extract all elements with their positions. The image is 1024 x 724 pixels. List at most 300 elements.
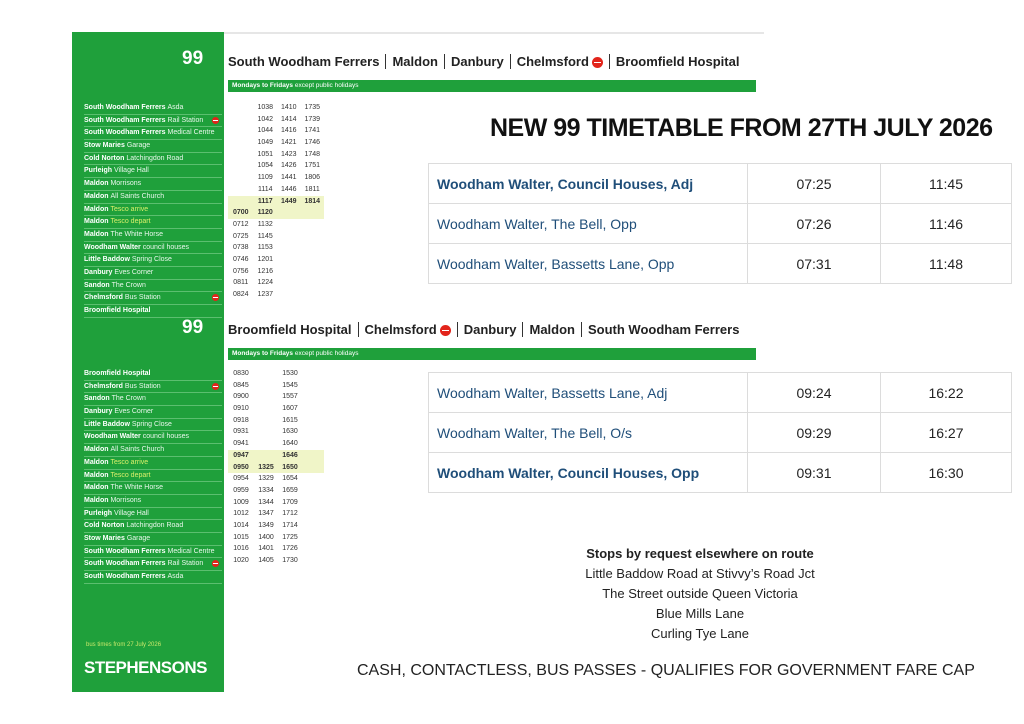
time-cell: 09:24 bbox=[748, 373, 881, 413]
time-cell bbox=[301, 266, 325, 278]
time-cell bbox=[301, 277, 325, 289]
time-cell: 1344 bbox=[258, 498, 274, 506]
days-bold: Mondays to Fridays bbox=[232, 350, 294, 357]
time-cell: 07:31 bbox=[748, 244, 881, 284]
time-cell bbox=[277, 277, 301, 289]
time-cell: 1145 bbox=[257, 232, 273, 240]
time-row bbox=[228, 160, 324, 172]
stop-place: Asda bbox=[167, 573, 184, 580]
time-cell: 1659 bbox=[282, 486, 298, 494]
stop-row bbox=[84, 165, 222, 178]
stop-row bbox=[84, 292, 222, 305]
time-cell: 1607 bbox=[282, 405, 298, 413]
stop-place: Tesco depart bbox=[110, 218, 151, 226]
stop-name-cell: Woodham Walter, The Bell, O/s bbox=[429, 413, 748, 453]
top-rule bbox=[224, 32, 764, 34]
time-cell: 1615 bbox=[282, 416, 298, 424]
time-cell: 1216 bbox=[257, 267, 274, 275]
time-cell: 1751 bbox=[304, 162, 321, 170]
time-cell: 1153 bbox=[257, 244, 273, 252]
stop-row bbox=[84, 571, 222, 584]
header-stop: Danbury bbox=[444, 54, 510, 69]
time-cell: 1014 bbox=[233, 521, 249, 529]
stop-town: South Woodham Ferrers bbox=[84, 104, 166, 111]
time-row bbox=[228, 277, 324, 289]
time-cell: 1117 bbox=[257, 197, 273, 205]
time-cell bbox=[254, 426, 278, 438]
table-row bbox=[429, 164, 1012, 204]
time-cell bbox=[301, 242, 325, 254]
time-cell: 1020 bbox=[233, 557, 249, 564]
time-cell bbox=[301, 231, 325, 243]
stop-town: Stow Maries bbox=[84, 534, 125, 542]
time-cell: 1237 bbox=[257, 291, 274, 298]
time-row bbox=[228, 497, 324, 509]
time-cell: 0700 bbox=[232, 209, 249, 217]
header-stop: South Woodham Ferrers bbox=[228, 54, 380, 69]
time-cell: 1109 bbox=[257, 174, 273, 182]
time-cell: 16:22 bbox=[881, 373, 1012, 413]
time-cell: 1446 bbox=[280, 185, 297, 193]
time-cell: 1811 bbox=[304, 185, 320, 193]
table-row bbox=[429, 373, 1012, 413]
time-row bbox=[228, 196, 324, 208]
time-row bbox=[228, 555, 324, 567]
header-stop: Danbury bbox=[457, 322, 523, 337]
time-cell: 1132 bbox=[257, 220, 273, 228]
time-cell bbox=[228, 149, 253, 161]
header-stop: South Woodham Ferrers bbox=[581, 322, 745, 337]
time-cell: 11:48 bbox=[881, 244, 1012, 284]
stop-town: Chelmsford bbox=[84, 294, 123, 302]
stop-row bbox=[84, 558, 222, 571]
stop-town: Broomfield Hospital bbox=[84, 307, 151, 314]
time-cell: 1401 bbox=[258, 545, 274, 553]
route-number-back: 99 bbox=[182, 317, 204, 338]
stop-row bbox=[84, 191, 222, 204]
time-row bbox=[228, 207, 324, 219]
table-row bbox=[429, 453, 1012, 493]
header-stop: Broomfield Hospital bbox=[609, 54, 746, 69]
time-cell: 1416 bbox=[280, 127, 297, 135]
time-cell: 0950 bbox=[233, 463, 249, 471]
stop-row bbox=[84, 444, 222, 457]
stop-place: Morrisons bbox=[110, 496, 142, 504]
header-stop-label: Chelmsford bbox=[364, 322, 437, 337]
time-row bbox=[228, 532, 324, 544]
stop-row bbox=[84, 368, 222, 381]
time-cell: 0910 bbox=[233, 405, 249, 413]
stop-row bbox=[84, 470, 222, 483]
time-cell: 1725 bbox=[282, 533, 298, 541]
time-cell: 16:30 bbox=[881, 453, 1012, 493]
stop-row bbox=[84, 482, 222, 495]
time-row bbox=[228, 149, 324, 161]
table-row bbox=[429, 204, 1012, 244]
time-cell: 1712 bbox=[282, 510, 298, 518]
stop-town: Maldon bbox=[84, 471, 109, 479]
time-cell: 0845 bbox=[233, 381, 249, 389]
request-stops bbox=[540, 544, 860, 644]
request-heading: Stops by request elsewhere on route bbox=[586, 546, 814, 561]
stop-place: Latchingdon Road bbox=[126, 154, 184, 162]
time-row bbox=[228, 508, 324, 520]
stop-row bbox=[84, 127, 222, 140]
time-row bbox=[228, 391, 324, 403]
stop-row bbox=[84, 546, 222, 559]
time-cell bbox=[228, 196, 253, 208]
time-cell: 1646 bbox=[282, 451, 298, 459]
route-number-out: 99 bbox=[182, 48, 204, 69]
stop-place: Eves Corner bbox=[114, 268, 154, 276]
days-rest: except public holidays bbox=[293, 82, 359, 89]
time-cell bbox=[301, 207, 325, 219]
time-cell: 07:26 bbox=[748, 204, 881, 244]
stop-town: Cold Norton bbox=[84, 522, 125, 530]
time-row bbox=[228, 254, 324, 266]
request-stop: Little Baddow Road at Stivvy’s Road Jct bbox=[585, 566, 815, 581]
time-cell: 0738 bbox=[232, 244, 249, 252]
time-cell: 1038 bbox=[257, 104, 274, 111]
time-cell: 1441 bbox=[280, 174, 297, 182]
time-cell bbox=[228, 172, 253, 184]
time-cell bbox=[301, 254, 325, 266]
stop-place: All Saints Church bbox=[110, 192, 165, 200]
stop-place: Tesco depart bbox=[110, 471, 151, 479]
stop-town: Maldon bbox=[84, 230, 109, 238]
time-cell bbox=[228, 184, 253, 196]
header-stop-chelmsford bbox=[358, 322, 457, 337]
fare-footer: CASH, CONTACTLESS, BUS PASSES - QUALIFIES FOR GOVERNMENT FARE CAP bbox=[357, 662, 975, 679]
stop-town: Danbury bbox=[84, 268, 113, 276]
header-stop-chelmsford bbox=[510, 54, 609, 69]
time-cell: 0954 bbox=[233, 475, 249, 483]
header-stop: Broomfield Hospital bbox=[228, 322, 352, 337]
stop-place: Tesco arrive bbox=[110, 458, 149, 466]
stop-place: The White Horse bbox=[110, 484, 163, 492]
time-cell: 1650 bbox=[282, 463, 298, 471]
time-cell: 0918 bbox=[233, 416, 249, 424]
time-cell: 1009 bbox=[233, 498, 249, 506]
rail-icon bbox=[212, 117, 219, 124]
stop-town: Maldon bbox=[84, 446, 109, 454]
time-cell bbox=[277, 207, 301, 219]
stephensons-logo: STEPHENSONS bbox=[84, 658, 207, 677]
header-stop: Maldon bbox=[385, 54, 444, 69]
stop-row bbox=[84, 216, 222, 229]
stop-place: Spring Close bbox=[131, 256, 172, 264]
days-banner-out bbox=[228, 80, 756, 92]
time-cell: 0947 bbox=[233, 451, 249, 459]
time-cell: 16:27 bbox=[881, 413, 1012, 453]
time-cell: 1709 bbox=[282, 498, 298, 506]
time-row bbox=[228, 368, 324, 380]
time-cell bbox=[228, 137, 253, 149]
time-cell: 0746 bbox=[232, 255, 249, 263]
stop-row bbox=[84, 115, 222, 128]
time-row bbox=[228, 403, 324, 415]
stop-row bbox=[84, 381, 222, 394]
stop-place: Bus Station bbox=[124, 294, 161, 302]
time-cell: 1329 bbox=[258, 475, 274, 483]
time-row bbox=[228, 289, 324, 301]
stop-town: Maldon bbox=[84, 484, 109, 492]
rail-icon bbox=[212, 294, 219, 301]
stop-place: Garage bbox=[126, 142, 151, 150]
time-cell: 0941 bbox=[233, 440, 249, 448]
time-cell: 1640 bbox=[282, 440, 298, 448]
time-row bbox=[228, 114, 324, 126]
time-cell: 1449 bbox=[280, 197, 297, 205]
stop-place: council houses bbox=[142, 433, 190, 441]
time-cell bbox=[254, 450, 278, 462]
stop-town: Sandon bbox=[84, 395, 110, 403]
stop-row bbox=[84, 406, 222, 419]
stop-place: Spring Close bbox=[131, 420, 172, 428]
time-cell bbox=[228, 102, 253, 114]
time-cell bbox=[254, 438, 278, 450]
time-cell bbox=[228, 160, 253, 172]
route-header-back bbox=[228, 322, 745, 337]
time-cell bbox=[277, 231, 301, 243]
time-row bbox=[228, 520, 324, 532]
time-cell: 1814 bbox=[304, 197, 321, 205]
time-cell: 1748 bbox=[304, 150, 321, 158]
days-rest: except public holidays bbox=[293, 350, 359, 357]
stop-place: Bus Station bbox=[124, 382, 161, 390]
stop-town: Maldon bbox=[84, 205, 109, 213]
stop-place: Asda bbox=[167, 104, 184, 111]
stop-place: council houses bbox=[142, 243, 190, 251]
time-cell: 11:46 bbox=[881, 204, 1012, 244]
time-cell: 1741 bbox=[304, 127, 321, 135]
time-cell: 0824 bbox=[232, 291, 249, 298]
time-cell: 1426 bbox=[280, 162, 297, 170]
valid-from-note: bus times from 27 July 2026 bbox=[86, 642, 162, 648]
stop-row bbox=[84, 267, 222, 280]
rail-icon bbox=[212, 383, 219, 390]
stop-town: South Woodham Ferrers bbox=[84, 129, 166, 137]
time-cell: 1325 bbox=[258, 463, 274, 471]
time-cell: 1120 bbox=[257, 209, 273, 217]
time-cell: 1714 bbox=[282, 521, 298, 529]
time-cell: 0959 bbox=[233, 486, 249, 494]
header-stop: Maldon bbox=[522, 322, 581, 337]
stop-town: South Woodham Ferrers bbox=[84, 116, 166, 124]
time-cell bbox=[254, 391, 278, 403]
time-cell: 1735 bbox=[304, 104, 321, 111]
header-stop-label: Chelmsford bbox=[516, 54, 589, 69]
time-row bbox=[228, 184, 324, 196]
stop-town: Purleigh bbox=[84, 167, 113, 175]
time-row bbox=[228, 485, 324, 497]
time-row bbox=[228, 450, 324, 462]
stop-list-back bbox=[84, 368, 222, 584]
time-cell: 1044 bbox=[257, 127, 274, 135]
stop-row bbox=[84, 102, 222, 115]
stop-row bbox=[84, 393, 222, 406]
time-row bbox=[228, 415, 324, 427]
stop-place: Garage bbox=[126, 534, 151, 542]
stop-row bbox=[84, 533, 222, 546]
stop-place: All Saints Church bbox=[110, 446, 165, 454]
time-cell: 1012 bbox=[233, 510, 249, 518]
route-header-out bbox=[228, 54, 745, 69]
time-cell: 1630 bbox=[282, 428, 298, 436]
time-row bbox=[228, 380, 324, 392]
stop-town: Broomfield Hospital bbox=[84, 370, 151, 377]
time-cell bbox=[301, 219, 325, 231]
time-cell: 07:25 bbox=[748, 164, 881, 204]
stop-place: Tesco arrive bbox=[110, 205, 149, 213]
stop-place: Latchingdon Road bbox=[126, 522, 184, 530]
stop-row bbox=[84, 140, 222, 153]
times-grid-out bbox=[228, 102, 324, 301]
stop-town: Maldon bbox=[84, 218, 109, 226]
time-cell: 0756 bbox=[232, 267, 249, 275]
time-cell: 1654 bbox=[282, 475, 298, 483]
time-cell: 1051 bbox=[257, 150, 274, 158]
stop-place: Rail Station bbox=[167, 116, 204, 124]
time-cell: 0725 bbox=[232, 232, 249, 240]
time-row bbox=[228, 231, 324, 243]
days-bold: Mondays to Fridays bbox=[232, 82, 294, 89]
stop-row bbox=[84, 431, 222, 444]
time-cell: 1806 bbox=[304, 174, 321, 182]
time-cell: 1349 bbox=[258, 521, 274, 529]
stop-row bbox=[84, 254, 222, 267]
stop-row bbox=[84, 495, 222, 508]
time-row bbox=[228, 473, 324, 485]
time-cell bbox=[228, 125, 253, 137]
time-cell: 1557 bbox=[282, 393, 298, 401]
time-cell: 0830 bbox=[233, 370, 249, 377]
time-cell: 1423 bbox=[280, 150, 297, 158]
time-cell: 1114 bbox=[257, 185, 273, 193]
time-row bbox=[228, 543, 324, 555]
time-cell: 1334 bbox=[258, 486, 274, 494]
time-cell bbox=[277, 289, 301, 301]
time-cell bbox=[277, 242, 301, 254]
days-banner-back bbox=[228, 348, 756, 360]
stop-row bbox=[84, 178, 222, 191]
time-cell bbox=[254, 415, 278, 427]
time-cell: 1746 bbox=[304, 139, 321, 147]
stop-town: Woodham Walter bbox=[84, 243, 141, 251]
request-stop: Blue Mills Lane bbox=[655, 606, 745, 621]
stop-row bbox=[84, 508, 222, 521]
time-cell bbox=[254, 403, 278, 415]
time-cell: 1530 bbox=[282, 370, 298, 377]
stop-town: South Woodham Ferrers bbox=[84, 573, 166, 580]
stop-town: Stow Maries bbox=[84, 142, 125, 150]
time-cell: 0712 bbox=[232, 220, 249, 228]
stop-town: Purleigh bbox=[84, 509, 113, 517]
time-cell bbox=[228, 114, 253, 126]
time-cell bbox=[277, 219, 301, 231]
stop-row bbox=[84, 520, 222, 533]
table-row bbox=[429, 244, 1012, 284]
time-cell: 1201 bbox=[257, 255, 274, 263]
stop-place: Morrisons bbox=[110, 180, 142, 188]
time-cell: 1405 bbox=[258, 557, 274, 564]
time-row bbox=[228, 172, 324, 184]
time-row bbox=[228, 219, 324, 231]
time-cell: 1739 bbox=[304, 115, 321, 123]
time-cell: 1730 bbox=[282, 557, 298, 564]
woodham-walter-return-table bbox=[428, 372, 1012, 493]
stop-town: Chelmsford bbox=[84, 382, 123, 390]
stop-row bbox=[84, 204, 222, 217]
stop-name-cell: Woodham Walter, Council Houses, Opp bbox=[429, 453, 748, 493]
table-row bbox=[429, 413, 1012, 453]
time-cell: 1410 bbox=[280, 104, 297, 111]
stop-row bbox=[84, 280, 222, 293]
stop-name-cell: Woodham Walter, Council Houses, Adj bbox=[429, 164, 748, 204]
time-cell: 1016 bbox=[233, 545, 249, 553]
stop-town: Maldon bbox=[84, 496, 109, 504]
stop-name-cell: Woodham Walter, Bassetts Lane, Opp bbox=[429, 244, 748, 284]
time-cell: 1015 bbox=[233, 533, 249, 541]
stop-place: The Crown bbox=[111, 281, 146, 289]
stop-town: Danbury bbox=[84, 408, 113, 416]
times-grid-back bbox=[228, 368, 324, 567]
stop-place: Medical Centre bbox=[167, 129, 215, 137]
stop-town: Little Baddow bbox=[84, 420, 130, 428]
time-cell bbox=[254, 380, 278, 392]
stop-row bbox=[84, 419, 222, 432]
time-cell: 09:31 bbox=[748, 453, 881, 493]
stop-row bbox=[84, 242, 222, 255]
request-stop: The Street outside Queen Victoria bbox=[602, 586, 798, 601]
stop-place: Rail Station bbox=[167, 560, 204, 568]
stop-place: Village Hall bbox=[113, 509, 149, 517]
stop-town: Maldon bbox=[84, 180, 109, 188]
stop-place: The Crown bbox=[111, 395, 146, 403]
time-cell bbox=[277, 254, 301, 266]
stop-town: South Woodham Ferrers bbox=[84, 547, 166, 555]
time-row bbox=[228, 462, 324, 474]
time-row bbox=[228, 426, 324, 438]
time-row bbox=[228, 102, 324, 114]
rail-icon bbox=[592, 57, 603, 68]
time-cell: 1726 bbox=[282, 545, 298, 553]
time-cell: 1421 bbox=[280, 139, 297, 147]
stop-place: Medical Centre bbox=[167, 547, 215, 555]
time-cell: 0931 bbox=[233, 428, 249, 436]
request-stop: Curling Tye Lane bbox=[650, 626, 750, 641]
time-row bbox=[228, 242, 324, 254]
page-title: NEW 99 TIMETABLE FROM 27TH JULY 2026 bbox=[490, 114, 993, 142]
time-cell: 1400 bbox=[258, 533, 274, 541]
time-cell: 1042 bbox=[257, 115, 274, 123]
stop-town: Maldon bbox=[84, 458, 109, 466]
time-row bbox=[228, 125, 324, 137]
stop-place: The White Horse bbox=[110, 230, 163, 238]
time-row bbox=[228, 438, 324, 450]
time-cell: 11:45 bbox=[881, 164, 1012, 204]
stop-name-cell: Woodham Walter, Bassetts Lane, Adj bbox=[429, 373, 748, 413]
time-cell bbox=[254, 368, 278, 380]
time-cell: 09:29 bbox=[748, 413, 881, 453]
stop-town: South Woodham Ferrers bbox=[84, 560, 166, 568]
time-cell: 1049 bbox=[257, 139, 274, 147]
stop-name-cell: Woodham Walter, The Bell, Opp bbox=[429, 204, 748, 244]
time-cell bbox=[277, 266, 301, 278]
time-cell: 1347 bbox=[258, 510, 274, 518]
time-cell: 1224 bbox=[257, 279, 274, 287]
time-cell bbox=[301, 289, 325, 301]
